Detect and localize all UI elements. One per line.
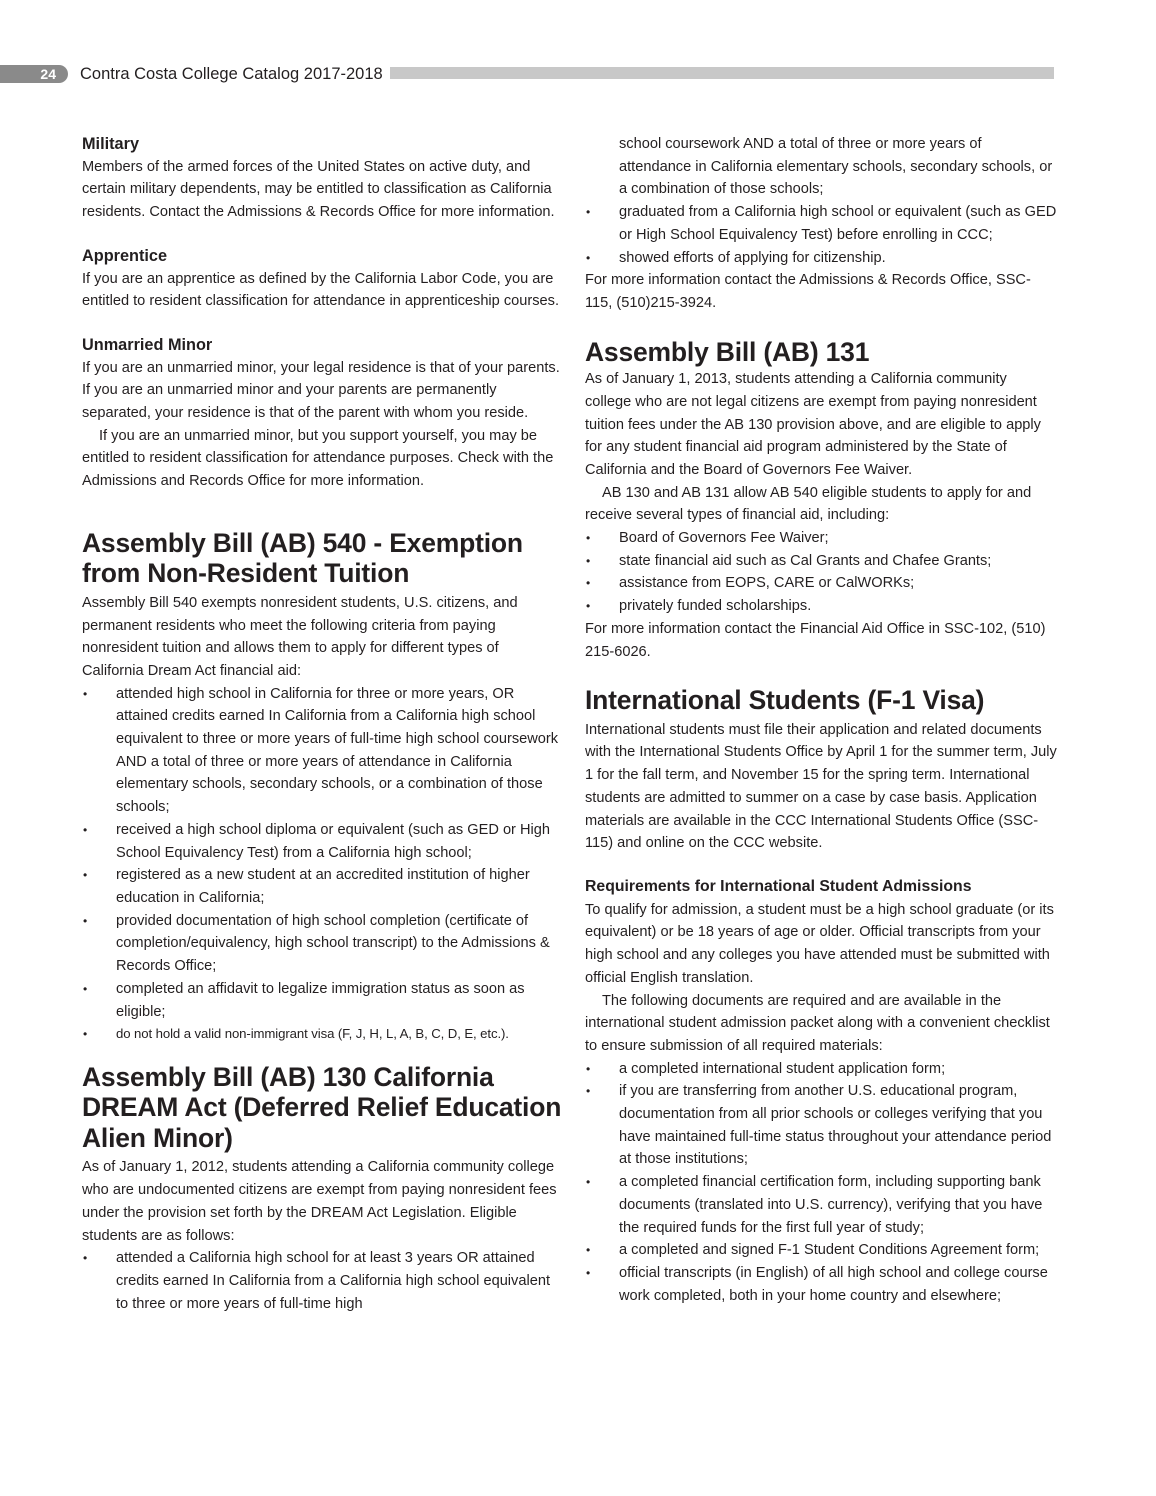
list-item: • provided documentation of high school completion (certificate of completion/equivalency, high school transcript) to the Admissions & Records Office; (82, 910, 562, 978)
bullet: • (586, 250, 591, 265)
bullet: • (83, 822, 88, 837)
bullet: • (586, 599, 591, 614)
requirements-paragraph-2: The following documents are required and are available in the international student admission packet along with a convenient checklist to ensure submission of all required materials: (585, 992, 1050, 1054)
list-item: • showed efforts of applying for citizenship. (585, 247, 1057, 270)
ab130-eligibility-list (82, 1247, 562, 1315)
list-item-continued: school coursework AND a total of three or more years of attendance in California elementary schools, secondary schools, or a combination of those schools; (619, 136, 1053, 198)
page-number: 24 (40, 66, 56, 82)
catalog-title: Contra Costa College Catalog 2017-2018 (80, 65, 383, 83)
unmarried-minor-paragraph-1: If you are an unmarried minor, your legal residence is that of your parents. If you are an unmarried minor and your parents are permanently separated, your residence is that of the parent with whom you reside. (82, 359, 560, 422)
ab131-paragraph-2: AB 130 and AB 131 allow AB 540 eligible students to apply for and receive several types of financial aid, including: (585, 484, 1032, 524)
bullet: • (83, 1027, 88, 1042)
ab540-heading: Assembly Bill (AB) 540 - Exemption from Non-Resident Tuition (82, 527, 523, 589)
bullet: • (586, 1243, 591, 1258)
international-heading: International Students (F-1 Visa) (585, 685, 985, 716)
requirements-heading: Requirements for International Student Admissions (585, 877, 972, 895)
required-documents-list (585, 1058, 1057, 1308)
list-item: • Board of Governors Fee Waiver; (585, 527, 1057, 550)
unmarried-minor-paragraph-2: If you are an unmarried minor, but you support yourself, you may be entitled to resident classification for attendance purposes. Check with the Admissions and Records Office for more information. (82, 427, 554, 490)
unmarried-minor-heading: Unmarried Minor (82, 335, 213, 354)
list-item: • completed an affidavit to legalize immigration status as soon as eligible; (82, 978, 562, 1023)
bullet: • (83, 686, 88, 701)
ab130-intro: As of January 1, 2012, students attending a California community college who are undocumented citizens are exempt from paying nonresident fees under the provision set forth by the DREAM Act Legislation. Eligible students are as follows: (82, 1159, 557, 1244)
bullet: • (586, 531, 591, 546)
left-column (82, 133, 562, 1315)
list-item: • official transcripts (in English) of all high school and college course work completed, both in your home country and elsewhere; (585, 1262, 1057, 1307)
list-item: • if you are transferring from another U.S. educational program, documentation from all prior schools or colleges verifying that you have maintained full-time status throughout your attendance period at those institutions; (585, 1080, 1057, 1171)
bullet: • (586, 1175, 591, 1190)
list-item: • registered as a new student at an accredited institution of higher education in California; (82, 864, 562, 909)
right-column (585, 133, 1057, 1307)
list-item: • a completed international student application form; (585, 1058, 1057, 1081)
bullet: • (586, 1265, 591, 1280)
requirements-paragraph-1: To qualify for admission, a student must be a high school graduate (or its equivalent) or be 18 years of age or older. Official transcripts from your high school and any colleges you have attended must be submitted with official English translation. (585, 901, 1054, 986)
ab131-contact: For more information contact the Financial Aid Office in SSC-102, (510) 215-6026. (585, 620, 1046, 660)
list-item: • a completed financial certification form, including supporting bank documents (translated into U.S. currency), verifying that you have the required funds for the first full year of study; (585, 1171, 1057, 1239)
apprentice-body: If you are an apprentice as defined by the California Labor Code, you are entitled to resident classification for attendance in apprenticeship courses. (82, 270, 560, 310)
ab131-aid-list (585, 527, 1057, 618)
ab540-criteria-list (82, 683, 562, 1046)
ab131-paragraph-1: As of January 1, 2013, students attending a California community college who are not legal citizens are exempt from paying nonresident tuition fees under the AB 130 provision above, and are eligible to apply for any student financial aid program administered by the State of California and the Board of Governors Fee Waiver. (585, 371, 1041, 478)
list-item: • a completed and signed F-1 Student Conditions Agreement form; (585, 1239, 1057, 1262)
bullet: • (83, 981, 88, 996)
list-item: • do not hold a valid non-immigrant visa (F, J, H, L, A, B, C, D, E, etc.). (82, 1023, 562, 1046)
list-item: • attended high school in California for three or more years, OR attained credits earned In California from a California high school equivalent to three or more years of full-time high school coursework AND a total of three or more years of attendance in California elementary schools, secondary schools, or a combination of those schools; (82, 683, 562, 819)
military-body: Members of the armed forces of the United States on active duty, and certain military dependents, may be entitled to classification as California residents. Contact the Admissions & Records Office for more information. (82, 158, 555, 221)
list-item: • graduated from a California high school or equivalent (such as GED or High School Equivalency Test) before enrolling in CCC; (585, 201, 1057, 246)
bullet: • (83, 868, 88, 883)
international-paragraph-1: International students must file their application and related documents with the International Students Office by April 1 for the summer term, July 1 for the fall term, and November 15 for the spring term. International students are admitted to summer on a case by case basis. Application materials are available in the CCC International Students Office (SSC-115) and online on the CCC website. (585, 721, 1057, 852)
list-item: • state financial aid such as Cal Grants and Chafee Grants; (585, 550, 1057, 573)
bullet: • (586, 1061, 591, 1076)
list-item: • attended a California high school for at least 3 years OR attained credits earned In California from a California high school equivalent to three or more years of full-time high (82, 1247, 562, 1315)
ab130-heading: Assembly Bill (AB) 130 California DREAM Act (Deferred Relief Education Alien Minor) (82, 1061, 562, 1153)
bullet: • (586, 553, 591, 568)
bullet: • (83, 1251, 88, 1266)
military-heading: Military (82, 135, 140, 153)
list-item: • assistance from EOPS, CARE or CalWORKs; (585, 572, 1057, 595)
header-rule (390, 67, 1054, 79)
ab130-contact: For more information contact the Admissions & Records Office, SSC-115, (510)215-3924. (585, 272, 1031, 311)
ab131-heading: Assembly Bill (AB) 131 (585, 336, 870, 367)
ab130-eligibility-list-continued (585, 133, 1057, 269)
page-number-tab (0, 65, 68, 83)
bullet: • (586, 1084, 591, 1099)
list-item: • received a high school diploma or equivalent (such as GED or High School Equivalency Test) from a California high school; (82, 819, 562, 864)
apprentice-heading: Apprentice (82, 246, 168, 265)
bullet: • (586, 576, 591, 591)
bullet: • (586, 205, 591, 220)
ab540-intro: Assembly Bill 540 exempts nonresident students, U.S. citizens, and permanent residents who meet the following criteria from paying nonresident tuition and allows them to apply for different types of California Dream Act financial aid: (82, 594, 518, 679)
bullet: • (83, 913, 88, 928)
list-item: • privately funded scholarships. (585, 595, 1057, 618)
running-header (0, 63, 1060, 85)
